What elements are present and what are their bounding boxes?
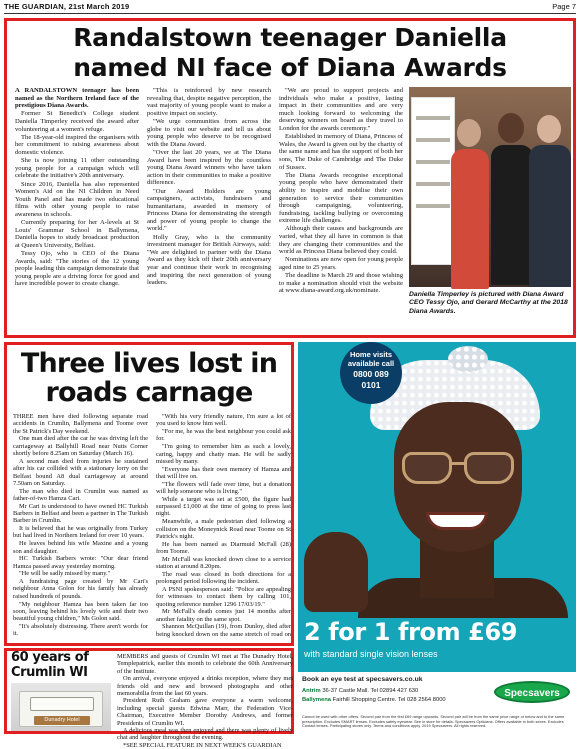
- story-paragraph: The road was closed in both directions for a prolonged period following the incident.: [156, 570, 291, 586]
- glasses-icon: [402, 452, 514, 486]
- anniversary-cake: [19, 691, 103, 727]
- masthead: [4, 0, 576, 14]
- story-paragraph: "With his very friendly nature, I'm sure a lot of you used to know him well.: [156, 413, 291, 428]
- story-lead: THREE men have died following separate road accidents in Crumlin, Ballymena and Toome over the St Patrick's Day weekend.: [13, 413, 148, 435]
- person-right: [529, 107, 571, 287]
- story-road-deaths-headline: Three lives lost in roads carnage: [20, 348, 278, 408]
- story-paragraph: Tessy Ojo, who is CEO of the Diana Awards, said: "The stories of the 12 young people leading this campaign demonstrate that young people are a driving force for good and have incredible power to create change.: [15, 250, 139, 288]
- story-crumlin-wi: [4, 648, 294, 749]
- story-paragraph: "I'm going to remember him as such a lovely, caring, happy and chatty man. He will be sadly missed by many.: [156, 443, 291, 465]
- story-paragraph: One man died after the car he was driving left the carriageway at Ballyhill Road near Nutts Corner shortly before 8.25am on Saturday (March 16).: [13, 435, 148, 458]
- person-middle: [491, 105, 533, 285]
- store-antrim: Antrim 36-37 Castle Mall. Tel 02894 427 630: [302, 688, 419, 694]
- story-paragraph: Currently preparing for her A-levels at St Louis' Grammar School in Ballymena, Daniella hopes to study broadcast production at Queen's University, Belfast.: [15, 219, 139, 249]
- story-crumlin-wi-body: [117, 653, 293, 749]
- story-paragraph: "We are proud to support projects and individuals who make a positive, lasting impact in their communities and are very much looking forward to welcoming the deserving winners on board as they travel to London for the awards ceremony.": [279, 87, 403, 132]
- phone-number-ext: 0101: [361, 380, 381, 390]
- ad-legal-text: Cannot be used with other offers. Second pair from the first £69 range upwards. Second pair will be from the same price range or below and to the same prescription. Excludes SMART lenses. Excludes safety eyewear. See in store for details. Specsavers Opticians. Offers available in both sexes. Excludes Contact lenses. Participating stores only. Terms and conditions apply. 2019 Specsavers. All rights reserved.: [298, 714, 576, 735]
- story-paragraph: She is now joining 11 other outstanding young people for a campaign which will celebrate the initiative's 20th anniversary.: [15, 157, 139, 180]
- story-paragraph: Shannon McQuillan (19), from Dunloy, died after being knocked down on the same stretch of road on: [156, 623, 291, 638]
- publication-date: THE GUARDIAN, 21st March 2019: [4, 2, 130, 11]
- story-paragraph: Although their causes and backgrounds are varied, what they all have in common is that they are changing their communities and the world as Princess Diana believed they could.: [279, 225, 403, 256]
- story-paragraph: Former St Benedict's College student Daniella Timperley received the award after volunteering at a women's refuge.: [15, 110, 139, 133]
- story-paragraph: "It's absolutely distressing. There aren't words for it.: [13, 622, 148, 638]
- specsavers-advert[interactable]: [298, 342, 576, 735]
- story-paragraph: Nominations are now open for young people aged nine to 25 years.: [279, 256, 403, 272]
- specsavers-logo: Specsavers: [494, 681, 570, 703]
- anniversary-cake-photo: [11, 683, 111, 731]
- story-paragraph: "We urge communities from across the globe to visit our website and tell us about young people who deserve to be recognised with the Diana Award.: [147, 117, 271, 148]
- story-paragraph: Since 2016, Daniella has also represented Women's Aid on the NI Children in Need Youth Panel and has made two educational films with other young people to raise awareness in schools.: [15, 180, 139, 218]
- story-paragraph: A PSNI spokesperson said: "Police are appealing for witnesses to contact them by calling 101, quoting reference number 1296 17/03/19.": [156, 585, 291, 608]
- story-road-deaths-body: [13, 413, 291, 645]
- story-paragraph: "He will be sadly missed by many.": [19, 570, 111, 578]
- story-paragraph: A fundraising page created by Mr Cari's neighbour Anna Golon for his family has already raised hundreds of pounds.: [13, 578, 148, 600]
- ad-subline: with standard single vision lenses: [304, 649, 438, 659]
- story-paragraph: The 18-year-old inspired the organisers with her commitment to raising awareness about domestic violence.: [15, 133, 139, 156]
- story-paragraph: Mr McFall was knocked down close to a service station at around 8.20pm.: [156, 555, 291, 570]
- book-eye-test-link[interactable]: Book an eye test at specsavers.co.uk: [302, 676, 423, 683]
- story-paragraph: He has been named as Diarmuid McFall (28) from Toome.: [156, 540, 291, 555]
- story-paragraph: "Our Award Holders are young campaigners, activists, fundraisers and humanitarians, awarded in memory of Princess Diana for demonstrating the strength and power of young people to change the world.": [147, 187, 271, 233]
- story-paragraph: "Everyone has their own memory of Hamza and that will live on.: [156, 465, 291, 480]
- ad-headline: 2 for 1 from £69: [304, 618, 518, 646]
- story-paragraph: "Over the last 20 years, we at The Diana Award have been inspired by the countless young Diana Award winners who have taken action in their communities to make a positive difference.: [147, 148, 271, 187]
- story-paragraph: A second man died from injuries he sustained after his car collided with a stationary lorry on the Belfast bound A8 dual carriageway at around 7.50am on Saturday.: [13, 457, 148, 487]
- story-paragraph: HC Turkish Barbers wrote: "Our dear friend Hamza passed away yesterday morning.: [13, 555, 148, 570]
- story-paragraph: President Ruth Graham gave everyone a warm welcome, including special guests Edwina Marr, the Federation Vice-Chairman, Executive Member Dorothy Andrews, and former Presidents of Crumlin WI.: [117, 697, 293, 727]
- story-paragraph: Meanwhile, a male pedestrian died following a collision on the Moneynick Road near Toome on St Patrick's night.: [156, 518, 291, 540]
- diana-award-photo: [409, 87, 571, 287]
- story-diana-award-body: [15, 87, 403, 335]
- story-paragraph: A delicious meal was then enjoyed and there was plenty of lively chat and laughter throughout the evening.: [117, 727, 293, 742]
- phone-number: 0800 089: [353, 369, 389, 379]
- story-paragraph: "The flowers will fade over time, but a donation will help someone who is living.": [156, 480, 291, 495]
- story-diana-award-headline: Randalstown teenager Daniella named NI face of Diana Awards: [73, 23, 507, 82]
- cake-plaque: Dunadry Hotel: [34, 716, 90, 725]
- photo-caption: Daniella Timperley is pictured with Diana Award CEO Tessy Ojo, and Gerard McCarthy at the 2018 Diana Awards.: [409, 291, 568, 315]
- story-paragraph: It is believed that he was originally from Turkey but had lived in Northern Ireland for over 10 years.: [13, 525, 148, 540]
- story-crumlin-wi-headline: 60 years of Crumlin WI: [11, 650, 89, 680]
- story-paragraph: The man who died in Crumlin was named as father-of-two Hamza Cari.: [13, 487, 148, 502]
- story-paragraph: While a target was set at £500, the figure had surpassed £1,000 at the time of going to press last night.: [156, 495, 291, 518]
- story-road-deaths: [4, 342, 294, 646]
- home-visits-badge[interactable]: Home visits available call 0800 089 0101: [340, 342, 402, 404]
- story-paragraph: Holly Gray, who is the community investment manager for British Airways, said: "We are delighted to partner with the Diana Award as they kick off their 20th anniversary year and continue their work in recognising and inspiring the next generation of young leaders.: [147, 233, 271, 287]
- story-lead: A RANDALSTOWN teenager has been named as the Northern Ireland face of the prestigious Diana Awards.: [15, 87, 139, 110]
- page-number: Page 7: [552, 2, 576, 11]
- story-diana-award: [4, 18, 576, 338]
- person-left: [451, 109, 491, 289]
- story-lead: MEMBERS and guests of Crumlin WI met at The Dunadry Hotel, Templepatrick, earlier this month to celebrate the 60th Anniversary of the Institute.: [117, 653, 293, 675]
- story-paragraph: Mr McFall's death comes just 14 months after another fatality on the same spot.: [156, 608, 291, 623]
- story-paragraph: The deadline is March 29 and those wishing to make a nomination should visit the website at www.diana-award.org.uk/nominate.: [279, 272, 403, 295]
- ad-footer: [298, 672, 576, 714]
- story-paragraph: The Diana Awards recognise exceptional young people who have demonstrated their ability to inspire and mobilise their own generation to service their communities through campaigning, volunteering, fundraising, tackling bullying or overcoming extreme life challenges.: [279, 171, 403, 225]
- store-ballymena: Ballymena Fairhill Shopping Centre. Tel 028 2564 8000: [302, 697, 446, 703]
- story-paragraph: Established in memory of Diana, Princess of Wales, the Award is given out by the charity of the same name and has the support of both her sons, The Duke of Cambridge and The Duke of Sussex.: [279, 133, 403, 171]
- story-paragraph: He leaves behind his wife Maxine and a young son and daughter.: [13, 540, 148, 555]
- award-banner: [411, 97, 455, 265]
- story-paragraph: Mr Cari is understood to have owned HC Turkish Barbers in Belfast and been a partner in The Turkish Barber in Crumlin.: [13, 502, 148, 525]
- story-paragraph: "My neighbour Hamza has been taken far too soon, leaving behind his lovely wife and their two beautiful young children," Ms Golon said.: [13, 600, 148, 623]
- story-paragraph: On arrival, everyone enjoyed a drinks reception, where they met friends old and new and browsed photographs and other memorabilia from the last 60 years.: [117, 675, 293, 698]
- story-paragraph: *SEE SPECIAL FEATURE IN NEXT WEEK'S GUARDIAN: [123, 741, 282, 749]
- story-paragraph: "For me, he was the best neighbour you could ask for.: [156, 428, 291, 443]
- story-paragraph: "This is reinforced by new research revealing that, despite negative perception, the vast majority of young people want to make a positive impact on society.: [147, 87, 271, 117]
